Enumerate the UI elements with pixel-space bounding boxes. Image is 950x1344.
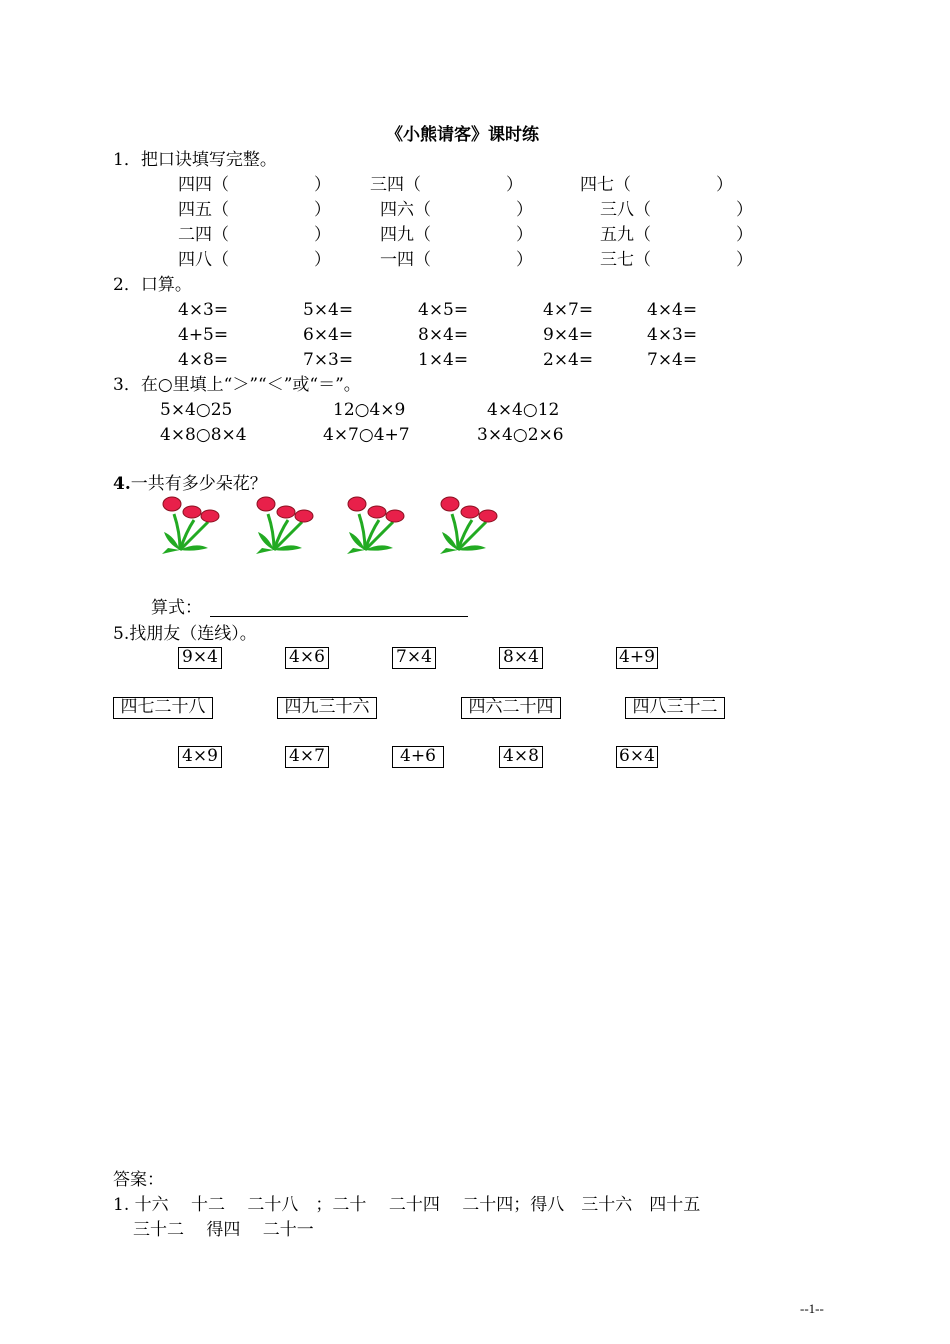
q2-item: 2×4= <box>543 350 594 370</box>
match-box-middle[interactable]: 四六二十四 <box>461 697 561 719</box>
page-number: --1-- <box>800 1301 824 1316</box>
match-box-bottom[interactable]: 4+6 <box>392 746 444 768</box>
match-box-top[interactable]: 9×4 <box>178 647 222 669</box>
q4-heading <box>113 474 267 494</box>
q3-item: 5×4○25 <box>160 400 233 420</box>
q1-heading: 1．把口诀填写完整。 <box>113 150 277 170</box>
flower-illustration <box>160 492 220 554</box>
q1-item: 三八（ ） <box>600 200 753 220</box>
q2-item: 4×5= <box>418 300 469 320</box>
q1-item: 三七（ ） <box>600 250 753 270</box>
q2-item: 4×3= <box>178 300 229 320</box>
match-box-top[interactable]: 8×4 <box>499 647 543 669</box>
match-box-bottom[interactable]: 4×9 <box>178 746 222 768</box>
q1-item: 四七（ ） <box>580 175 733 195</box>
flower-illustration <box>345 492 405 554</box>
match-box-bottom[interactable]: 4×7 <box>285 746 329 768</box>
match-box-middle[interactable]: 四八三十二 <box>625 697 725 719</box>
q2-item: 8×4= <box>418 325 469 345</box>
match-box-top[interactable]: 4+9 <box>616 647 658 669</box>
q2-item: 4×7= <box>543 300 594 320</box>
q3-item: 4×4○12 <box>487 400 560 420</box>
q2-heading: 2．口算。 <box>113 275 192 295</box>
q1-item: 四五（ ） <box>178 200 331 220</box>
formula-label: 算式： <box>151 598 202 618</box>
match-box-bottom[interactable]: 4×8 <box>499 746 543 768</box>
q3-item: 12○4×9 <box>333 400 406 420</box>
q2-item: 4×8= <box>178 350 229 370</box>
q1-item: 四九（ ） <box>380 225 533 245</box>
q1-item: 四六（ ） <box>380 200 533 220</box>
q1-item: 四八（ ） <box>178 250 331 270</box>
q4-number: 4. <box>113 474 131 494</box>
q3-item: 4×8○8×4 <box>160 425 247 445</box>
match-box-middle[interactable]: 四九三十六 <box>277 697 377 719</box>
answers-line-2: 三十二 得四 二十一 <box>133 1220 314 1240</box>
q1-item: 一四（ ） <box>380 250 533 270</box>
q2-item: 6×4= <box>303 325 354 345</box>
match-box-bottom[interactable]: 6×4 <box>616 746 658 768</box>
q5-heading: 5.找朋友（连线）。 <box>113 624 257 644</box>
q2-item: 5×4= <box>303 300 354 320</box>
q2-item: 7×4= <box>647 350 698 370</box>
flower-illustration <box>438 492 498 554</box>
q4-text: 一共有多少朵花？ <box>130 474 267 494</box>
q1-item: 四四（ ） <box>178 175 331 195</box>
flower-illustration <box>254 492 314 554</box>
answers-line-1: 1. 十六 十二 二十八 ；二十 二十四 二十四；得八 三十六 四十五 <box>113 1195 701 1215</box>
q2-item: 4×3= <box>647 325 698 345</box>
answers-heading: 答案： <box>113 1170 164 1190</box>
formula-answer-line[interactable] <box>210 616 468 617</box>
q1-item: 三四（ ） <box>370 175 523 195</box>
q3-item: 3×4○2×6 <box>477 425 564 445</box>
q2-item: 1×4= <box>418 350 469 370</box>
q2-item: 7×3= <box>303 350 354 370</box>
q3-heading: 3．在○里填上“＞”“＜”或“＝”。 <box>113 375 361 395</box>
q3-item: 4×7○4+7 <box>323 425 410 445</box>
match-box-middle[interactable]: 四七二十八 <box>113 697 213 719</box>
q2-item: 4×4= <box>647 300 698 320</box>
q1-item: 二四（ ） <box>178 225 331 245</box>
page-title: 《小熊请客》课时练 <box>386 125 539 145</box>
q1-item: 五九（ ） <box>600 225 753 245</box>
match-box-top[interactable]: 4×6 <box>285 647 329 669</box>
q2-item: 9×4= <box>543 325 594 345</box>
q2-item: 4+5= <box>178 325 229 345</box>
match-box-top[interactable]: 7×4 <box>392 647 436 669</box>
